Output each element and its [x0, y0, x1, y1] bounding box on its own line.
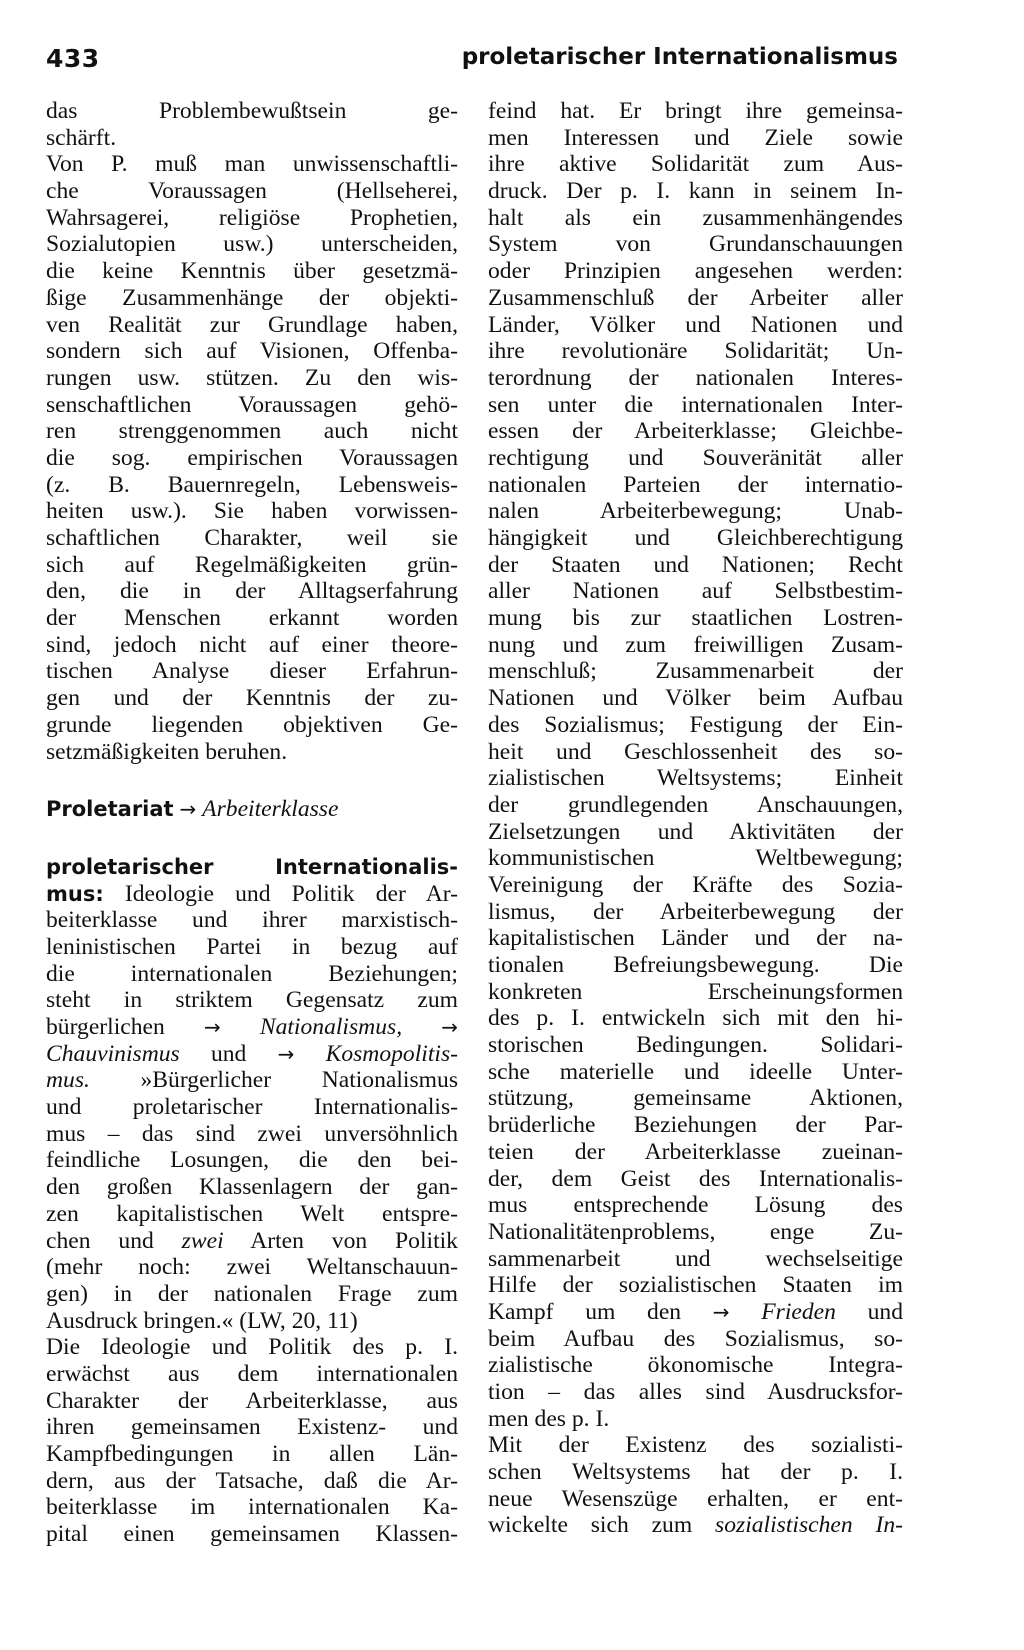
text-line: aller Nationen auf Selbstbestim- — [488, 578, 903, 605]
text-line: feind hat. Er bringt ihre gemeinsa- — [488, 98, 903, 124]
text-span: und — [835, 1298, 903, 1325]
text-line: teien der Arbeiterklasse zueinan- — [488, 1138, 903, 1165]
cross-reference-kosmopolitismus-end[interactable]: mus. — [46, 1067, 90, 1094]
text-line: die sog. empirischen Voraussagen — [46, 444, 458, 471]
text-line: der Staaten und Nationen; Recht — [488, 551, 903, 578]
text-line: ven Realität zur Grundlage haben, — [46, 311, 458, 338]
text-line: System von Grundanschauungen — [488, 231, 903, 258]
quote-end-line: Ausdruck bringen.« (LW, 20, 11) — [46, 1307, 358, 1334]
text-line: mus entsprechende Lösung des — [488, 1192, 903, 1219]
page-number: 433 — [46, 44, 100, 73]
text-line: (mehr noch: zwei Weltanschauun- — [46, 1254, 458, 1281]
text-span: chen und — [46, 1227, 182, 1254]
text-line: storischen Bedingungen. Solidari- — [488, 1032, 903, 1059]
text-line: che Voraussagen (Hellseherei, — [46, 178, 458, 205]
cross-reference-chauvinismus[interactable]: Chauvinismus — [46, 1040, 180, 1067]
text-line: beim Aufbau des Sozialismus, so- — [488, 1325, 903, 1352]
text-line: men Interessen und Ziele sowie — [488, 124, 903, 151]
text-line: halt als ein zusammenhängendes — [488, 204, 903, 231]
text-line: nung und zum freiwilligen Zusam- — [488, 631, 903, 658]
cross-reference-arbeiterklasse[interactable]: Arbeiterklasse — [202, 796, 339, 823]
text-line: stützung, gemeinsame Aktionen, — [488, 1085, 903, 1112]
text-line — [488, 1299, 903, 1326]
headword-pi-end: mus: — [46, 881, 104, 906]
arrow-icon: → — [179, 797, 197, 822]
text-line: des Sozialismus; Festigung der Ein- — [488, 711, 903, 738]
entry-spacer — [46, 823, 458, 854]
headword-pi: proletarischer Internationalis- — [46, 854, 458, 879]
headword-line — [46, 854, 458, 881]
text-line: steht in striktem Gegensatz zum — [46, 987, 458, 1014]
text-span: bürgerlichen — [46, 1014, 204, 1040]
text-line: setzmäßigkeiten beruhen. — [46, 738, 288, 765]
text-line: die keine Kenntnis über gesetzmä- — [46, 258, 458, 285]
definition-start: Ideologie und Politik der Ar- — [124, 880, 459, 907]
cross-reference-kosmopolitismus[interactable]: Kosmopolitis- — [325, 1040, 458, 1067]
entry-proletarischer-internationalismus — [46, 854, 458, 1548]
text-line: schaftlichen Charakter, weil sie — [46, 525, 458, 551]
text-line: mung bis zur staatlichen Lostren- — [488, 605, 903, 632]
text-line: menschluß; Zusammenarbeit der — [488, 658, 903, 685]
text-line: lismus, der Arbeiterbewegung der — [488, 898, 903, 925]
text-line: Wahrsagerei, religiöse Prophetien, — [46, 204, 458, 231]
text-line: kapitalistischen Länder und der na- — [488, 925, 903, 952]
text-line: senschaftlichen Voraussagen gehö- — [46, 391, 458, 418]
text-block — [46, 1094, 458, 1227]
text-line: zialistische ökonomische Integra- — [488, 1352, 903, 1379]
text-line: heit und Geschlossenheit des so- — [488, 738, 903, 765]
text-line: oder Prinzipien angesehen werden: — [488, 258, 903, 285]
text-line: Vereinigung der Kräfte des Sozia- — [488, 871, 903, 898]
text-line: den großen Klassenlagern der gan- — [46, 1174, 458, 1201]
text-line: gen und der Kenntnis der zu- — [46, 685, 458, 712]
text-line: grunde liegenden objektiven Ge- — [46, 711, 458, 738]
text-span: Kampf um den — [488, 1298, 713, 1325]
text-line: des p. I. entwickeln sich mit den hi- — [488, 1005, 903, 1032]
text-line: Nationalitätenproblems, enge Zu- — [488, 1218, 903, 1245]
text-line: schen Weltsystems hat der p. I. — [488, 1459, 903, 1486]
text-line — [46, 1041, 458, 1068]
text-line: heiten usw.). Sie haben vorwissen- — [46, 498, 458, 525]
text-line: ihre revolutionäre Solidarität; Un- — [488, 338, 903, 365]
text-line: sen unter die internationalen Inter- — [488, 391, 903, 418]
text-line: Länder, Völker und Nationen und — [488, 311, 903, 338]
text-line: ihren gemeinsamen Existenz- und — [46, 1414, 458, 1441]
text-line: Zusammenschluß der Arbeiter aller — [488, 284, 903, 311]
text-line: sammenarbeit und wechselseitige — [488, 1245, 903, 1272]
text-line: feindliche Losungen, die den bei- — [46, 1147, 458, 1174]
text-line: zialistischen Weltsystems; Einheit — [488, 765, 903, 792]
text-line — [46, 881, 458, 908]
text-line: druck. Der p. I. kann in seinem In- — [488, 178, 903, 205]
entry-proletariat — [46, 796, 458, 823]
text-line: nationalen Parteien der internatio- — [488, 471, 903, 498]
text-line — [46, 1067, 458, 1094]
text-line: dern, aus der Tatsache, daß die Ar- — [46, 1467, 458, 1494]
text-block — [46, 1334, 458, 1548]
headword-proletariat: Proletariat — [46, 797, 174, 822]
emphasis-zwei: zwei — [181, 1227, 224, 1254]
text-line: tion – das alles sind Ausdrucksfor- — [488, 1379, 903, 1405]
text-line: nalen Arbeiterbewegung; Unab- — [488, 498, 903, 525]
text-line: sind, jedoch nicht auf einer theore- — [46, 631, 458, 658]
text-line: (z. B. Bauernregeln, Lebensweis- — [46, 471, 458, 498]
text-line: erwächst aus dem internationalen — [46, 1360, 458, 1387]
text-block — [488, 1326, 903, 1406]
text-line: essen der Arbeiterklasse; Gleichbe- — [488, 418, 903, 445]
text-line: beiterklasse und ihrer marxistisch- — [46, 907, 458, 934]
cross-reference-nationalismus[interactable]: Nationalismus, — [259, 1014, 403, 1040]
right-column — [488, 98, 903, 1539]
text-line: Hilfe der sozialistischen Staaten im — [488, 1272, 903, 1299]
arrow-icon: → — [277, 1041, 295, 1066]
cross-reference-frieden[interactable]: Frieden — [761, 1298, 836, 1325]
text-line: das Problembewußtsein ge- — [46, 98, 458, 124]
text-line: der, dem Geist des Internationalis- — [488, 1165, 903, 1192]
paragraph-end-line: men des p. I. — [488, 1405, 610, 1432]
text-line — [46, 1228, 458, 1255]
text-line: schärft. — [46, 124, 117, 151]
left-column — [46, 98, 458, 1548]
text-line: Zielsetzungen und Aktivitäten der — [488, 818, 903, 845]
text-line: sondern sich auf Visionen, Offenba- — [46, 338, 458, 365]
text-line: rungen usw. stützen. Zu den wis- — [46, 364, 458, 391]
arrow-icon: → — [441, 1015, 458, 1039]
text-line: der Menschen erkannt worden — [46, 605, 458, 632]
text-line: hängigkeit und Gleichberechtigung — [488, 525, 903, 551]
text-line: neue Wesenszüge erhalten, er ent- — [488, 1485, 903, 1512]
text-line: beiterklasse im internationalen Ka- — [46, 1494, 458, 1521]
text-line: brüderliche Beziehungen der Par- — [488, 1112, 903, 1139]
text-line: den, die in der Alltagserfahrung — [46, 578, 458, 605]
text-line: Von P. muß man unwissenschaftli- — [46, 151, 458, 178]
text-line: und proletarischer Internationalis- — [46, 1094, 458, 1121]
text-span: wickelte sich zum — [488, 1512, 716, 1539]
text-line: Nationen und Völker beim Aufbau — [488, 685, 903, 712]
text-block — [46, 907, 458, 1014]
text-line: kommunistischen Weltbewegung; — [488, 845, 903, 872]
text-line: zen kapitalistischen Welt entspre- — [46, 1200, 458, 1227]
text-span: und — [210, 1040, 278, 1067]
text-line: Die Ideologie und Politik des p. I. — [46, 1334, 458, 1361]
text-line: terordnung der nationalen Interes- — [488, 364, 903, 391]
text-span: »Bürgerlicher Nationalismus — [89, 1067, 458, 1094]
text-line — [46, 1014, 458, 1041]
arrow-icon: → — [203, 1015, 221, 1039]
text-line: Charakter der Arbeiterklasse, aus — [46, 1387, 458, 1414]
paragraph-prognose-end — [46, 98, 458, 765]
entry-spacer — [46, 765, 458, 796]
text-block — [46, 1254, 458, 1307]
text-span: Arten von Politik — [223, 1227, 458, 1254]
running-head: proletarischer Internationalismus — [461, 44, 898, 70]
text-line — [488, 1512, 903, 1539]
text-line: konkreten Erscheinungsformen — [488, 978, 903, 1005]
text-line: sich auf Regelmäßigkeiten grün- — [46, 551, 458, 578]
text-line: sche materielle und ideelle Unter- — [488, 1058, 903, 1085]
text-line: der grundlegenden Anschauungen, — [488, 791, 903, 818]
text-line: ihre aktive Solidarität zum Aus- — [488, 151, 903, 178]
text-line: ßige Zusammenhänge der objekti- — [46, 284, 458, 311]
emphasis-sozialistischen: sozialistischen In- — [715, 1512, 904, 1539]
page-header — [46, 44, 898, 84]
text-block — [488, 1432, 903, 1512]
text-line: mus – das sind zwei unversöhnlich — [46, 1120, 458, 1147]
text-line: Sozialutopien usw.) unterscheiden, — [46, 231, 458, 258]
text-line: pital einen gemeinsamen Klassen- — [46, 1521, 458, 1548]
arrow-icon: → — [712, 1299, 730, 1324]
text-block — [488, 98, 903, 1299]
text-line: rechtigung und Souveränität aller — [488, 444, 903, 471]
text-line: gen) in der nationalen Frage zum — [46, 1280, 458, 1307]
text-line: tionalen Befreiungsbewegung. Die — [488, 952, 903, 978]
text-line: leninistischen Partei in bezug auf — [46, 933, 458, 960]
text-line: tischen Analyse dieser Erfahrun- — [46, 658, 458, 685]
text-line: Mit der Existenz des sozialisti- — [488, 1432, 903, 1459]
text-line: ren strenggenommen auch nicht — [46, 418, 458, 445]
text-line: Kampfbedingungen in allen Län- — [46, 1441, 458, 1467]
text-line: die internationalen Beziehungen; — [46, 960, 458, 987]
